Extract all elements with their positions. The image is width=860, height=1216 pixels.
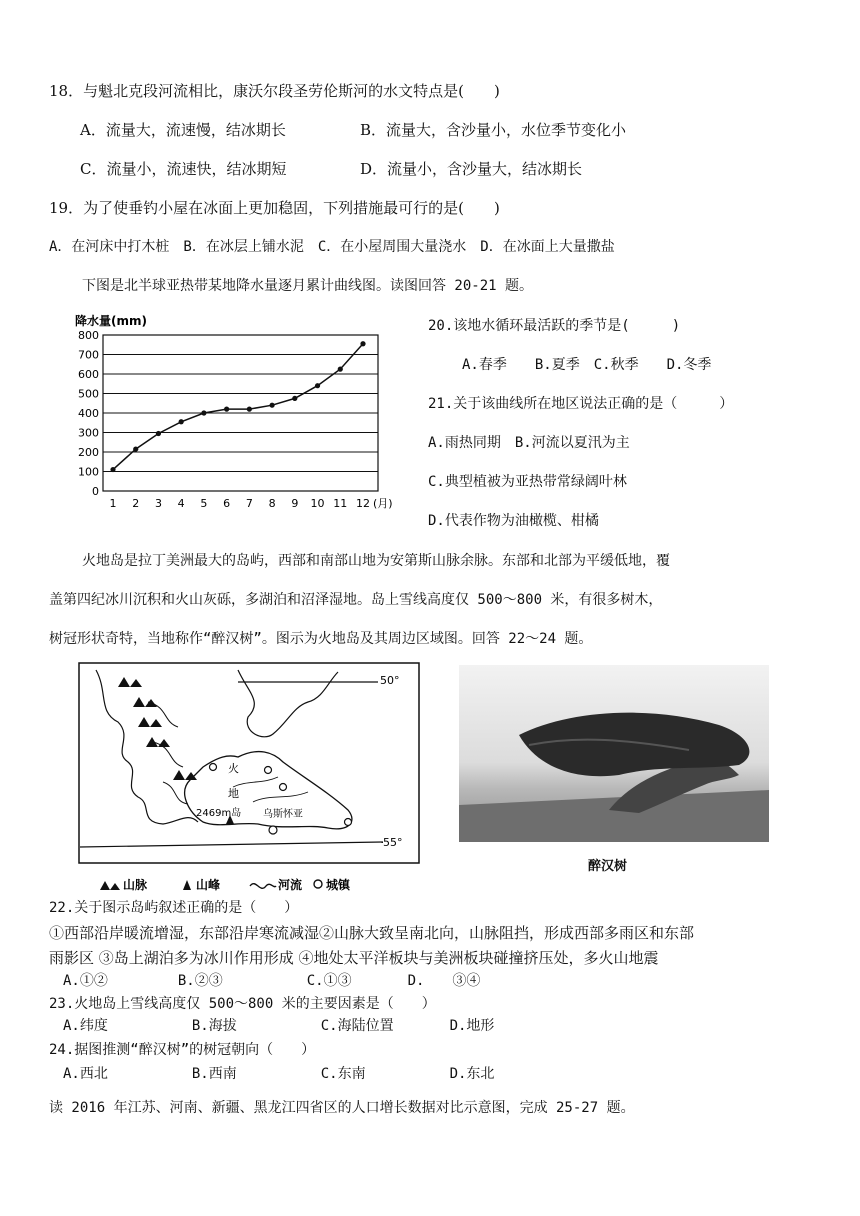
chart-x-ticks [110, 497, 393, 510]
passage-line-3: 树冠形状奇特，当地称作“醉汉树”。图示为火地岛及其周边区域图。回答 22～24 题。 [49, 631, 593, 647]
passage-line-1: 火地岛是拉丁美洲最大的岛屿，西部和南部山地为安第斯山脉余脉。东部和北部为平缓低地，覆 [82, 553, 670, 569]
q21-options-ab: A.雨热同期 B.河流以夏汛为主 [428, 435, 630, 451]
q19-stem: 19．为了使垂钓小屋在冰面上更加稳固，下列措施最可行的是( ) [49, 199, 500, 217]
legend-mountain-label: 山脉 [123, 878, 148, 892]
passage-line-2: 盖第四纪冰川沉积和火山灰砾，多湖泊和沼泽湿地。岛上雪线高度仅 500～800 米，有很多树木， [49, 592, 663, 608]
chart-y-tick-label: 200 [78, 446, 99, 459]
map-legend [100, 877, 351, 892]
legend-river-icon [250, 884, 276, 889]
chart-point [179, 419, 184, 424]
legend-river-label: 河流 [278, 878, 303, 892]
q22-options: A.①② B.②③ C.①③ D. ③④ [49, 973, 481, 989]
legend-town-label: 城镇 [326, 878, 351, 892]
chart-series-line [113, 344, 363, 470]
chart-x-unit: (月) [373, 497, 393, 510]
intro-25-27: 读 2016 年江苏、河南、新疆、黑龙江四省区的人口增长数据对比示意图，完成 25-27 题。 [49, 1100, 635, 1116]
tierra-del-fuego-map [78, 662, 423, 892]
chart-x-tick-label: 3 [154, 497, 162, 510]
chart-y-tick-label: 400 [78, 407, 99, 420]
chart-point [338, 367, 343, 372]
chart-x-tick-label: 6 [223, 497, 231, 510]
chart-x-tick-label: 4 [177, 497, 185, 510]
chart-y-tick-label: 700 [78, 348, 99, 362]
q23-stem: 23.火地岛上雪线高度仅 500～800 米的主要因素是（ ） [49, 996, 436, 1012]
chart-x-tick-label: 10 [310, 497, 325, 510]
q20-options: A.春季 B.夏季 C.秋季 D.冬季 [462, 357, 712, 373]
legend-peak-icon [183, 880, 191, 890]
chart-y-tick-label: 600 [78, 368, 99, 381]
chart-ylabel: 降水量(mm) [75, 314, 147, 328]
latitude-50-label: 50° [380, 674, 400, 687]
island-label-1: 火 [228, 762, 239, 775]
legend-town-icon [314, 880, 322, 888]
chart-y-tick-label: 800 [78, 329, 99, 342]
intro-20-21: 下图是北半球亚热带某地降水量逐月累计曲线图。读图回答 20-21 题。 [82, 278, 533, 294]
q24-stem: 24.据图推测“醉汉树”的树冠朝向（ ） [49, 1042, 316, 1058]
chart-point [360, 341, 365, 346]
chart-y-tick-label: 300 [78, 426, 99, 440]
chart-x-tick-label: 12 [356, 497, 370, 510]
chart-x-tick-label: 9 [291, 497, 299, 510]
chart-y-tick-label: 100 [78, 465, 99, 479]
q21-option-c: C.典型植被为亚热带常绿阔叶林 [428, 474, 627, 490]
q19-options: A．在河床中打木桩 B．在冰层上铺水泥 C．在小屋周围大量浇水 D．在冰面上大量撒盐 [49, 239, 615, 255]
peak-label: 2469m岛 [196, 808, 242, 819]
island-label-2: 地 [228, 787, 239, 800]
q20-stem: 20.该地水循环最活跃的季节是( ) [428, 318, 681, 334]
chart-x-tick-label: 11 [333, 497, 348, 510]
chart-point [201, 410, 206, 415]
chart-x-tick-label: 1 [109, 497, 117, 510]
chart-point [133, 446, 138, 451]
q22-line-2: 雨影区 ③岛上湖泊多为冰川作用形成 ④地处太平洋板块与美洲板块碰撞挤压处，多火山地震 [49, 949, 659, 967]
chart-x-tick-label: 2 [132, 497, 140, 510]
chart-grid [103, 335, 378, 491]
legend-mountain-icon [100, 881, 120, 890]
chart-point [247, 407, 252, 412]
q18-stem: 18．与魁北克段河流相比，康沃尔段圣劳伦斯河的水文特点是( ) [49, 82, 500, 100]
q22-stem: 22.关于图示岛屿叙述正确的是（ ） [49, 900, 299, 916]
chart-point [269, 403, 274, 408]
chart-y-tick-label: 500 [78, 387, 99, 401]
q18-option-a: A．流量大，流速慢，结冰期长 [80, 121, 286, 139]
q24-options: A.西北 B.西南 C.东南 D.东北 [49, 1066, 495, 1082]
precipitation-chart [70, 310, 415, 515]
chart-point [156, 431, 161, 436]
drunken-tree-photo [459, 665, 769, 842]
chart-x-tick-label: 8 [268, 497, 276, 510]
chart-points [110, 341, 365, 472]
chart-x-tick-label: 5 [200, 497, 208, 510]
chart-y-tick-label: 0 [92, 485, 99, 498]
q18-option-d: D．流量小，含沙量大，结冰期长 [360, 160, 583, 178]
chart-point [224, 407, 229, 412]
photo-caption: 醉汉树 [588, 859, 628, 874]
chart-x-tick-label: 7 [245, 497, 253, 510]
q21-option-d: D.代表作物为油橄榄、柑橘 [428, 513, 599, 529]
city-label: 乌斯怀亚 [263, 809, 303, 820]
legend-peak-label: 山峰 [196, 878, 221, 892]
chart-point [292, 396, 297, 401]
q22-line-1: ①西部沿岸暖流增湿，东部沿岸寒流减湿②山脉大致呈南北向，山脉阻挡，形成西部多雨区和东部 [49, 924, 695, 942]
chart-point [315, 383, 320, 388]
chart-y-ticks [78, 329, 99, 498]
q23-options: A.纬度 B.海拔 C.海陆位置 D.地形 [49, 1018, 495, 1034]
q18-option-b: B．流量大，含沙量小，水位季节变化小 [360, 121, 627, 139]
q18-option-c: C．流量小，流速快，结冰期短 [80, 160, 287, 178]
latitude-55-label: 55° [383, 836, 403, 849]
chart-point [110, 467, 115, 472]
q21-stem: 21.关于该曲线所在地区说法正确的是（ ） [428, 396, 734, 412]
